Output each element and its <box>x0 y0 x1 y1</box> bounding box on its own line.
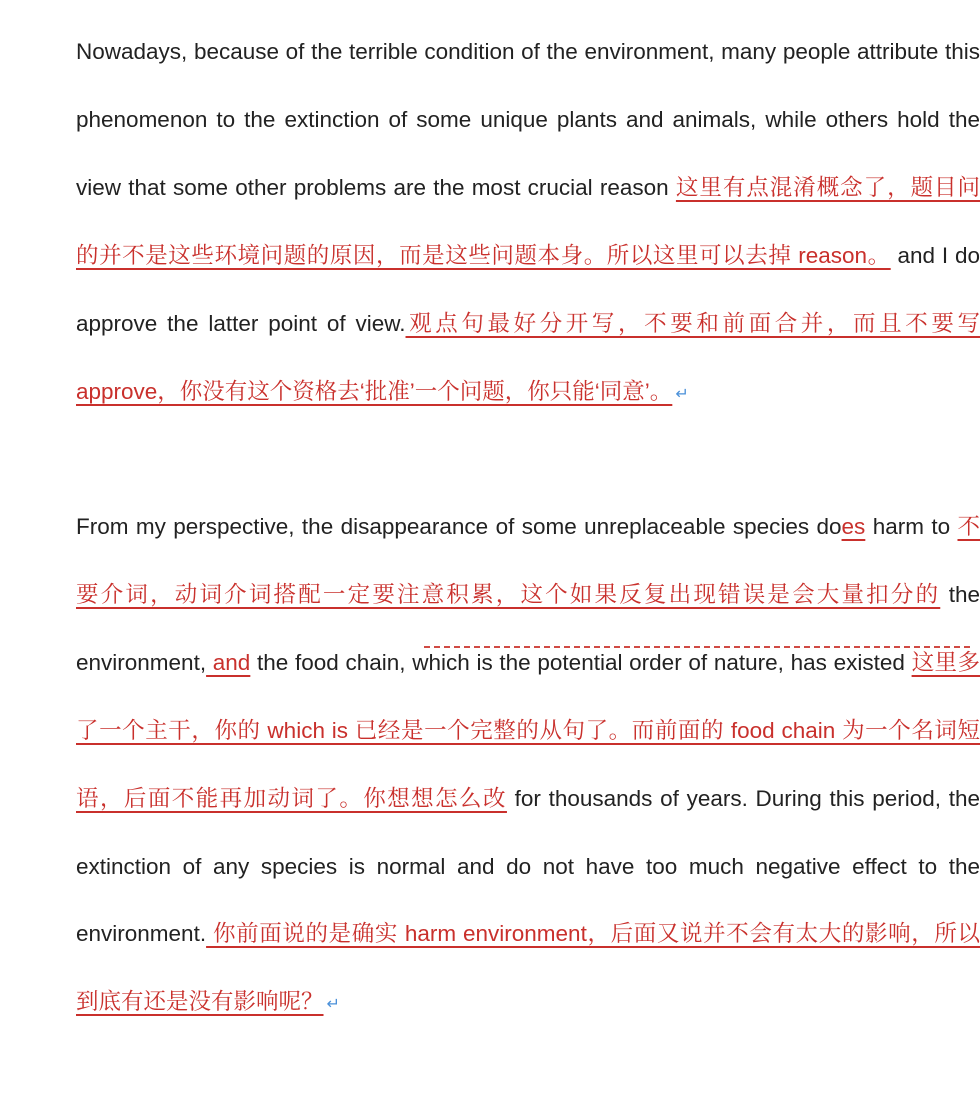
correction-comment: 这里有点混淆概念了，题目问的并不是这些环境问题的原因，而是这些问题本身。所以这里可以去掉 reason。 <box>76 174 980 268</box>
correction-comment: and <box>206 649 251 675</box>
paragraph-mark-icon: ↵ <box>675 385 689 403</box>
essay-text: From my perspective, the disappearance of some unreplaceable species do <box>76 514 842 539</box>
correction-comment: 你前面说的是确实 harm environment，后面又说并不会有太大的影响，所以到底有还是没有影响呢？ <box>76 921 980 1015</box>
paragraph-1 <box>36 18 980 428</box>
essay-text: the environment, <box>76 581 980 675</box>
correction-comment: es <box>841 514 866 539</box>
essay-text: for thousands of years. During this period, the extinction of any species is normal and do not have too much negative effect to the environment. <box>76 785 980 947</box>
essay-text: harm to <box>865 514 958 539</box>
correction-comment: 这里多了一个主干，你的 which is 已经是一个完整的从句了。而前面的 food chain 为一个名词短语，后面不能再加动词了。你想想怎么改 <box>76 649 980 811</box>
essay-text: the food chain, which is the potential order of nature, has existed <box>250 649 912 675</box>
paragraph-2 <box>36 493 980 1039</box>
essay-text: Nowadays, because of the terrible condition of the environment, many people attribute this phenomenon to the extinction of some unique plants and animals, while others hold the view that some other problems are the most crucial reason <box>76 39 980 200</box>
deletion-dashed-line <box>424 646 970 648</box>
essay-text: and I do approve the latter point of view. <box>76 242 980 336</box>
correction-comment: 不要介词，动词介词搭配一定要注意积累，这个如果反复出现错误是会大量扣分的 <box>76 514 980 607</box>
paragraph-mark-icon: ↵ <box>326 996 340 1014</box>
correction-comment: 观点句最好分开写，不要和前面合并，而且不要写 approve，你没有这个资格去‘批准’一个问题，你只能‘同意’。 <box>76 310 980 404</box>
